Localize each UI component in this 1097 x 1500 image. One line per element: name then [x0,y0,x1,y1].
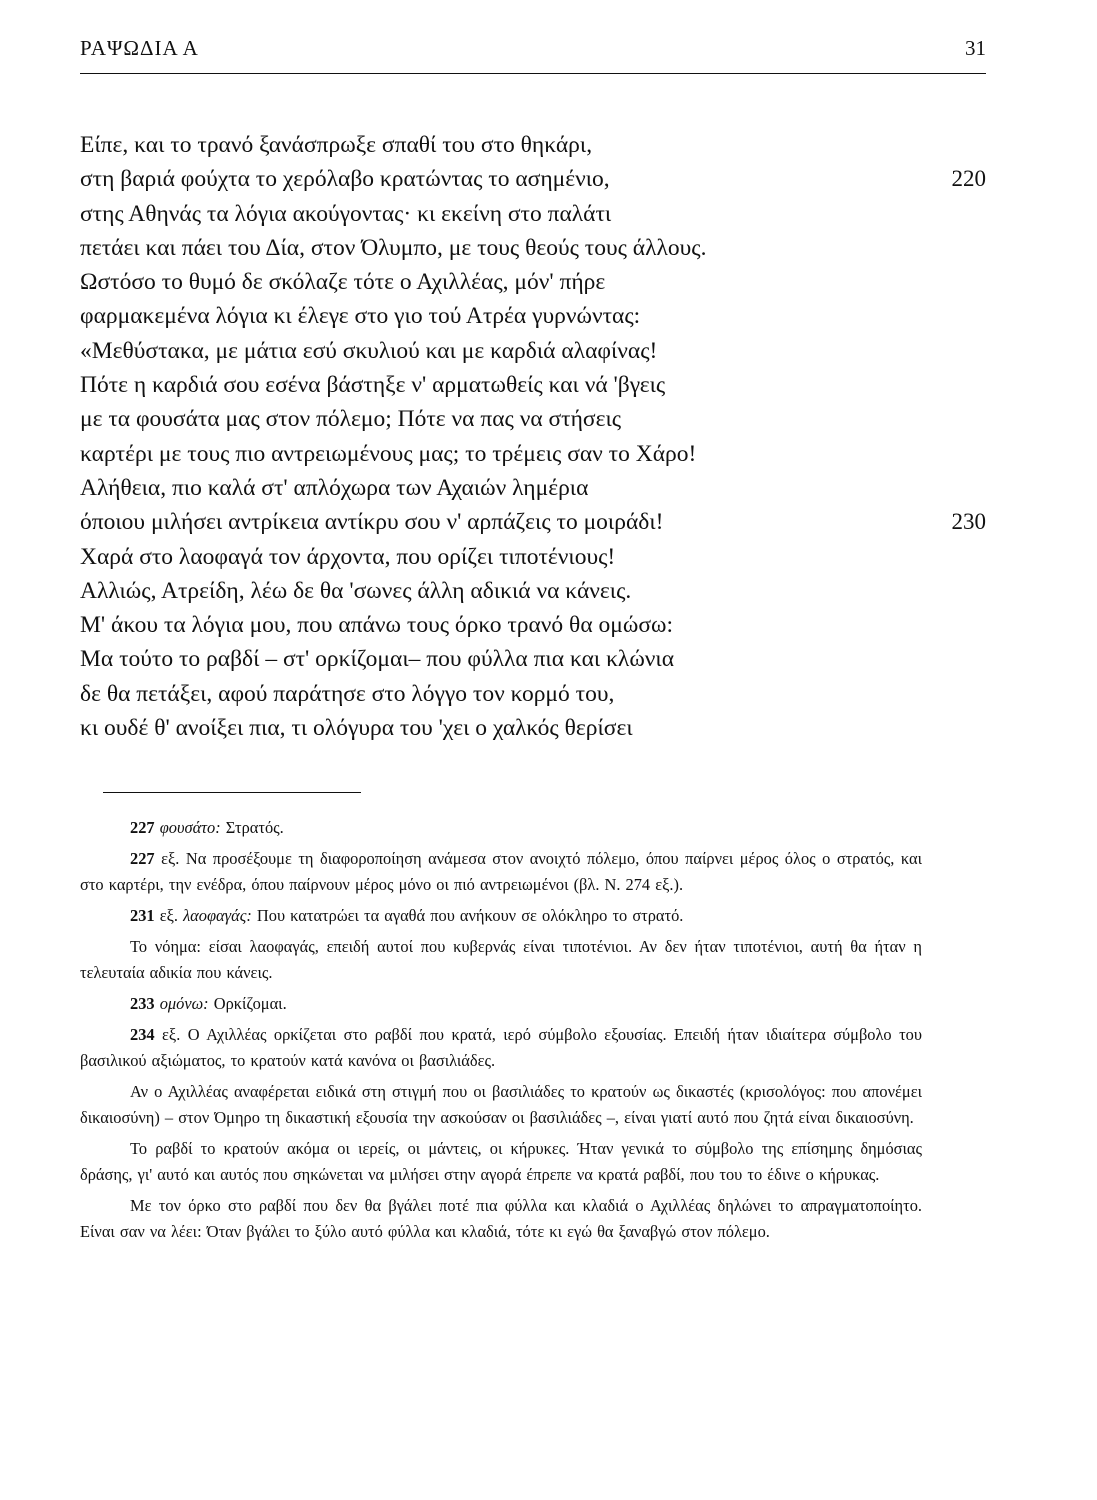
footnote-continuation [80,1193,922,1245]
verse-text: Μα τούτο το ραβδί – στ' ορκίζομαι– που φύλλα πια και κλώνια [80,646,675,673]
footnote-text: Αν ο Αχιλλέας αναφέρεται ειδικά στη στιγμή που οι βασιλιάδες το κρατούν ως δικαστές (κρισολόγος: που απονέμει δικαιοσύνη) – στον Όμηρο τη δικαστική εξουσία την ασκούσαν οι βασιλιάδες –, είναι γιατί αυτό που ζητά είναι δικαιοσύνη. [80,1082,922,1127]
verse-text: κι ουδέ θ' ανοίξει πια, τι ολόγυρα του 'χει ο χαλκός θερίσει [80,715,633,742]
verse-line [80,608,986,642]
poem-text [80,128,986,745]
page-number: 31 [965,36,986,60]
line-number: 230 [951,509,986,535]
footnote-term: λαοφαγάς: [183,906,252,925]
running-header [80,36,986,66]
footnote-term: ομόνω: [159,994,209,1013]
verse-text: με τα φουσάτα μας στον πόλεμο; Πότε να πας να στήσεις [80,406,622,433]
line-number: 220 [951,166,986,192]
footnote-text: εξ. Να προσέξουμε τη διαφοροποίηση ανάμεσα στον ανοιχτό πόλεμο, όπου παίρνει μέρος όλος ο στρατός, και στο καρτέρι, την ενέδρα, όπου παίρνουν μέρος μόνο οι πιό αντρειωμένοι (βλ. Ν. 274 εξ.). [80,849,922,894]
footnote-continuation [80,934,922,986]
footnote-text: Στρατός. [220,818,284,837]
footnote-ref: 231 [130,906,155,925]
footnote-text: εξ. Ο Αχιλλέας ορκίζεται στο ραβδί που κρατά, ιερό σύμβολο εξουσίας. Επειδή ήταν ιδιαίτερα σύμβολο του βασιλικού αξιώματος, το κρατούν κατά κανόνα οι βασιλιάδες. [80,1025,922,1070]
verse-line [80,299,986,333]
footnote-ref: 227 [130,849,155,868]
chapter-title: ΡΑΨΩΔΙΑ Α [80,36,199,60]
verse-line [80,711,986,745]
verse-line [80,197,986,231]
footnote [80,846,922,898]
verse-line [80,162,986,196]
verse-line [80,574,986,608]
footnote-text: Το νόημα: είσαι λαοφαγάς, επειδή αυτοί που κυβερνάς είναι τιποτένιοι. Αν δεν ήταν τιποτένιοι, αυτή θα ήταν η τελευταία αδικία που κάνεις. [80,937,922,982]
footnote-term: φουσάτο: [159,818,221,837]
footnote [80,1022,922,1074]
footnote-text: Με τον όρκο στο ραβδί που δεν θα βγάλει ποτέ πια φύλλα και κλαδιά ο Αχιλλέας δηλώνει το απραγματοποίητο. Είναι σαν να λέει: Όταν βγάλει το ξύλο αυτό φύλλα και κλαδιά, τότε κι εγώ θα ξαναβγώ στον πόλεμο. [80,1196,922,1241]
header-rule [80,73,986,74]
verse-line [80,231,986,265]
verse-line [80,334,986,368]
footnote-text: Το ραβδί το κρατούν ακόμα οι ιερείς, οι μάντεις, οι κήρυκες. Ήταν γενικά το σύμβολο της επίσημης δημόσιας δράσης, γι' αυτό και αυτός που σηκώνεται να μιλήσει στην αγορά έπρεπε να κρατά ραβδί, που του το έδινε ο κήρυκας. [80,1139,922,1184]
verse-text: Αλλιώς, Ατρείδη, λέω δε θα 'σωνες άλλη αδικιά να κάνεις. [80,577,632,604]
verse-text: όποιου μιλήσει αντρίκεια αντίκρυ σου ν' αρπάζεις το μοιράδι! [80,509,664,536]
verse-text: Μ' άκου τα λόγια μου, που απάνω τους όρκο τρανό θα ομώσω: [80,612,673,639]
footnote [80,991,922,1017]
verse-line [80,437,986,471]
verse-text: πετάει και πάει του Δία, στον Όλυμπο, με τους θεούς τους άλλους. [80,234,707,261]
verse-line [80,368,986,402]
verse-text: Αλήθεια, πιο καλά στ' απλόχωρα των Αχαιών λημέρια [80,474,589,501]
verse-line [80,402,986,436]
verse-text: Χαρά στο λαοφαγά τον άρχοντα, που ορίζει τιποτένιους! [80,543,616,570]
footnote [80,815,922,841]
verse-text: στης Αθηνάς τα λόγια ακούγοντας· κι εκείνη στο παλάτι [80,200,612,227]
footnotes [80,815,922,1250]
verse-line [80,642,986,676]
verse-text: καρτέρι με τους πιο αντρειωμένους μας; το τρέμεις σαν το Χάρο! [80,440,697,467]
footnote-continuation [80,1079,922,1131]
verse-line [80,677,986,711]
verse-text: Ωστόσο το θυμό δε σκόλαζε τότε ο Αχιλλέας, μόν' πήρε [80,269,606,296]
verse-text: Πότε η καρδιά σου εσένα βάστηξε ν' αρματωθείς και νά 'βγεις [80,372,666,399]
verse-line [80,128,986,162]
verse-text: δε θα πετάξει, αφού παράτησε στο λόγγο τον κορμό του, [80,680,615,707]
verse-text: Είπε, και το τρανό ξανάσπρωξε σπαθί του στο θηκάρι, [80,132,593,158]
verse-text: στη βαριά φούχτα το χερόλαβο κρατώντας το ασημένιο, [80,166,610,193]
verse-text: φαρμακεμένα λόγια κι έλεγε στο γιο τού Ατρέα γυρνώντας: [80,303,641,330]
footnote-rule [103,792,361,793]
footnote [80,903,922,929]
footnote-ref: 234 [130,1025,155,1044]
verse-text: «Μεθύστακα, με μάτια εσύ σκυλιού και με καρδιά αλαφίνας! [80,337,658,364]
verse-line [80,265,986,299]
verse-line [80,505,986,539]
verse-line [80,471,986,505]
footnote-ref: 227 [130,818,155,837]
footnote-ref: 233 [130,994,155,1013]
footnote-continuation [80,1136,922,1188]
footnote-text: Ορκίζομαι. [208,994,287,1013]
verse-line [80,540,986,574]
footnote-prefix: εξ. [154,906,184,925]
footnote-text: Που κατατρώει τα αγαθά που ανήκουν σε ολόκληρο το στρατό. [251,906,684,925]
